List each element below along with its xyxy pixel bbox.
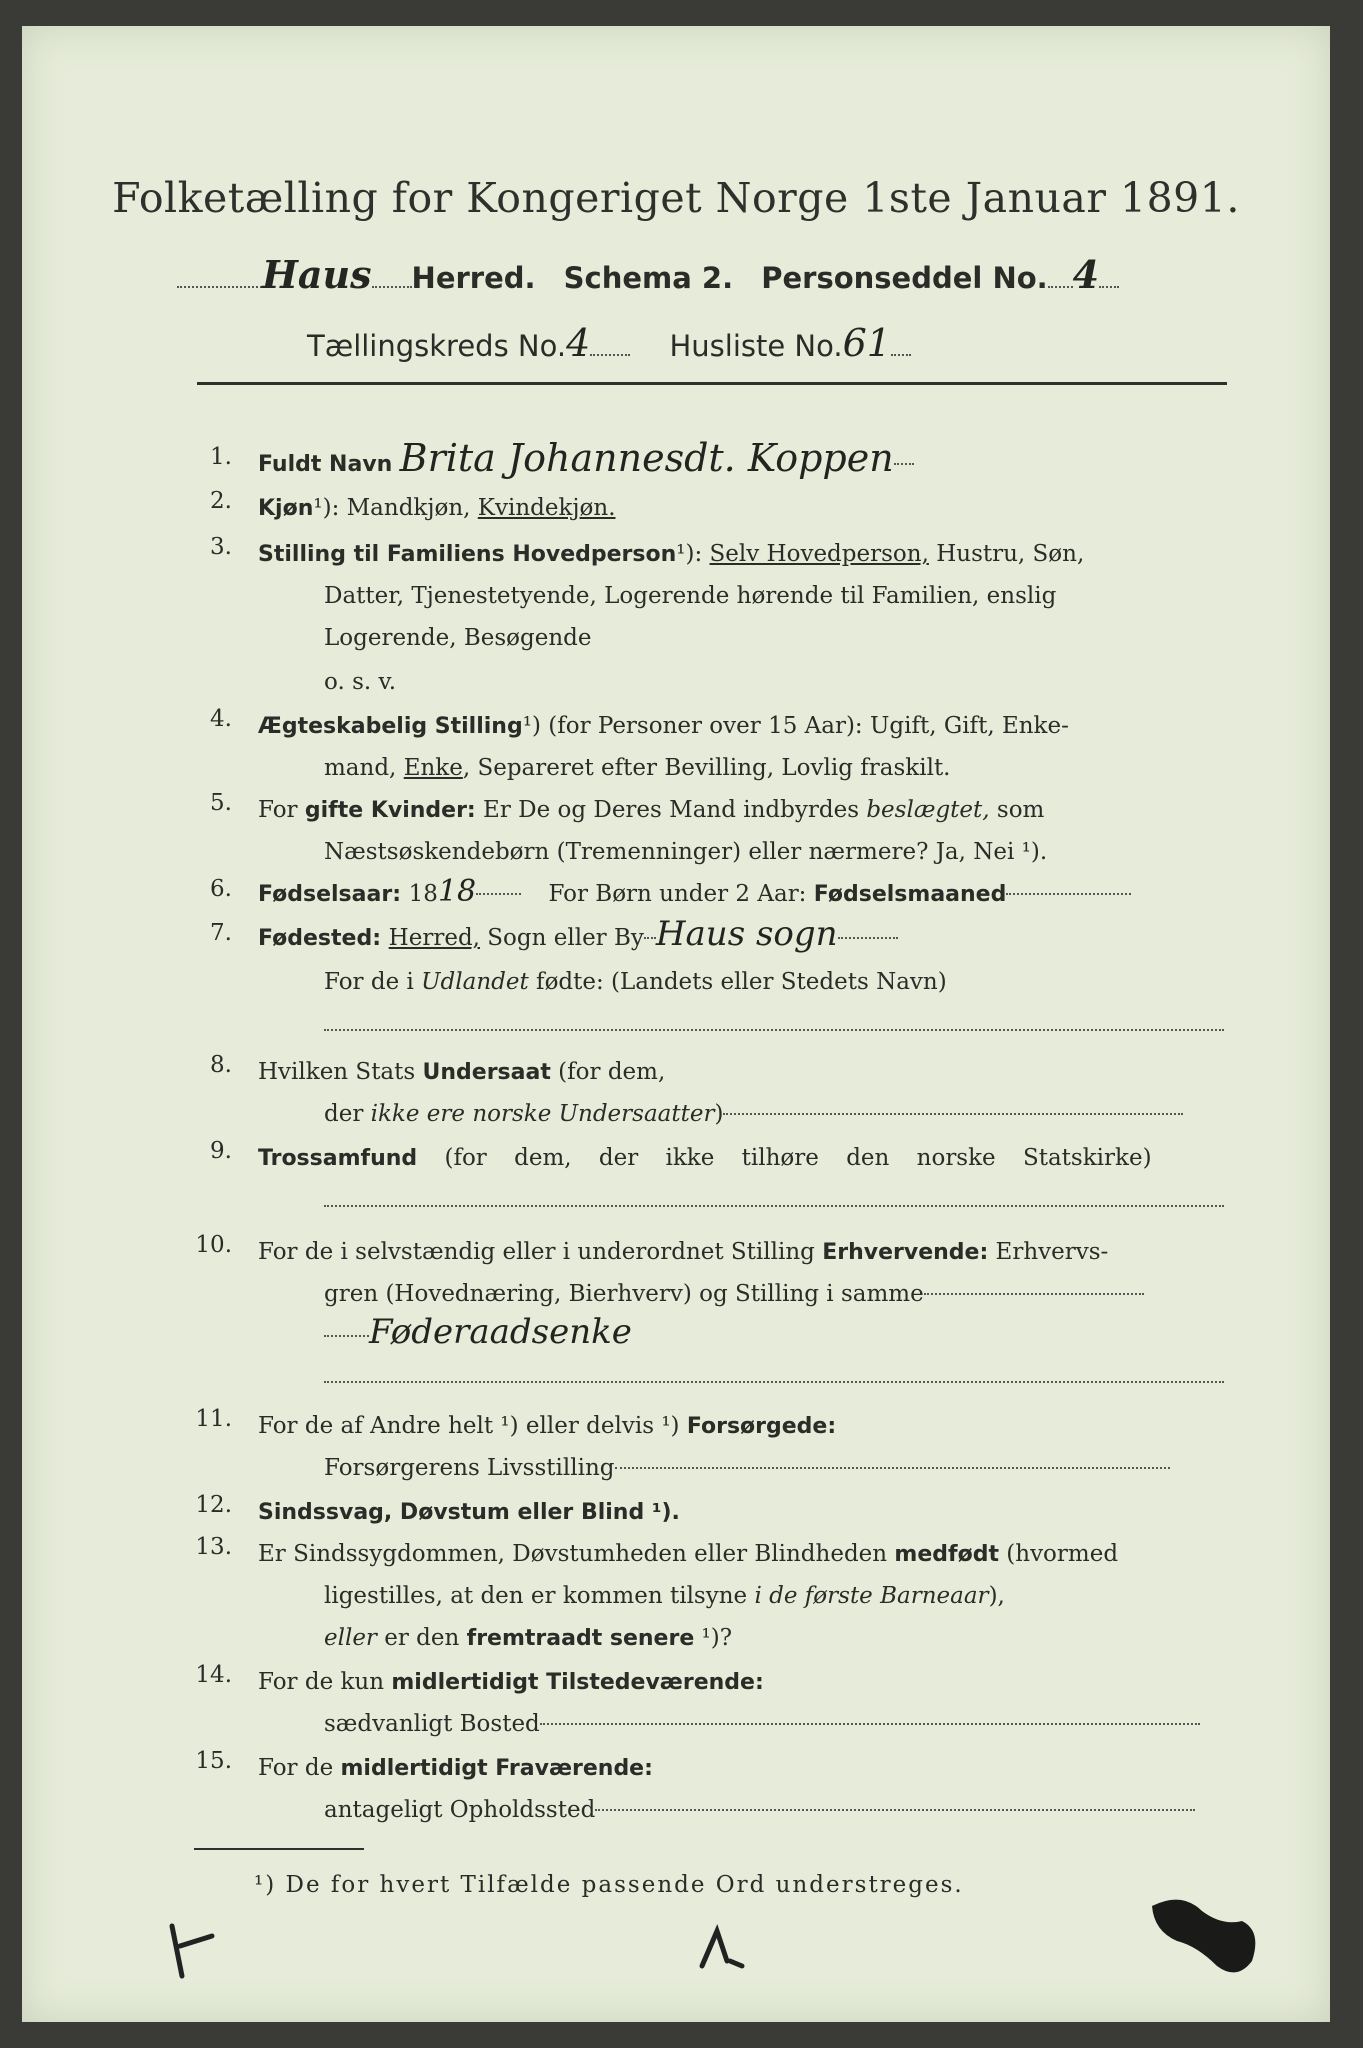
item-10-line2: gren (Hovednæring, Bierhverv) og Stilling i samme <box>324 1281 924 1307</box>
item-8-text-b: (for dem, <box>550 1059 666 1085</box>
item-5-text-a: Er De og Deres Mand indbyrdes <box>475 797 867 823</box>
item-13-line3-b: ¹)? <box>694 1625 733 1651</box>
item-14-number: 14. <box>195 1662 232 1688</box>
item-10-line-1 <box>258 1232 1108 1273</box>
item-13-line3-label: fremtraadt senere <box>466 1626 695 1651</box>
census-form-sheet <box>22 26 1330 2022</box>
item-13-line2-italic: i de første Barneaar <box>754 1583 989 1609</box>
kreds-handwritten: 4 <box>566 321 591 365</box>
item-13-line-2 <box>324 1576 1005 1616</box>
item-6-label: Fødselsaar: <box>258 882 409 907</box>
item-11-label: Forsørgede: <box>686 1414 837 1439</box>
item-5-text-b: som <box>989 797 1045 823</box>
taellingskreds-label: Tællingskreds No. <box>307 329 567 363</box>
item-5-label: gifte Kvinder: <box>304 798 476 823</box>
item-15-line-1 <box>258 1748 653 1789</box>
item-8-line2-italic: ikke ere norske Undersaatter <box>370 1101 715 1127</box>
item-10-number: 10. <box>195 1232 232 1258</box>
item-4-text-a: ¹) (for Personer over 15 Aar): Ugift, Gift, Enke- <box>522 713 1069 739</box>
item-3-line-3: Logerende, Besøgende <box>324 625 592 651</box>
header-rule <box>197 382 1227 385</box>
item-11-line-1 <box>258 1406 836 1447</box>
item-3-text-a: ¹): <box>676 541 710 567</box>
item-6 <box>258 872 1131 915</box>
item-15-line-2 <box>324 1790 1195 1830</box>
item-12-number: 12. <box>195 1492 232 1518</box>
personseddel-label: Personseddel No. <box>761 261 1048 295</box>
item-4-underlined: Enke <box>403 755 463 781</box>
item-3-line-2: Datter, Tjenestetyende, Logerende hørende til Familien, enslig <box>324 583 1057 609</box>
item-5-line-2: Næstsøskendebørn (Tremenninger) eller nærmere? Ja, Nei ¹). <box>324 839 1048 865</box>
item-10-label: Erhvervende: <box>822 1240 989 1265</box>
item-15-text-a: For de <box>258 1755 341 1781</box>
item-13-text-b: (hvormed <box>998 1541 1119 1567</box>
item-5-italic: beslægtet, <box>866 797 990 823</box>
husliste-label: Husliste No. <box>669 329 843 363</box>
personseddel-handwritten: 4 <box>1072 252 1100 297</box>
header-line-herred <box>177 252 1227 297</box>
item-7-text-a: Sogn eller By <box>479 925 644 951</box>
item-11-line2: Forsørgerens Livsstilling <box>324 1455 615 1481</box>
item-13-text-a: Er Sindssygdommen, Døvstumheden eller Blindheden <box>258 1541 895 1567</box>
item-3-underlined: Selv Hovedperson, <box>709 541 929 567</box>
item-13-line2-b: ), <box>988 1583 1005 1609</box>
item-14-line-1 <box>258 1662 764 1703</box>
item-8-line2-b: ) <box>714 1101 724 1127</box>
header-line-kreds <box>307 321 911 365</box>
item-12 <box>258 1492 680 1533</box>
item-14-line-2 <box>324 1704 1200 1744</box>
item-10-answer: Føderaadsenke <box>369 1312 632 1352</box>
item-4-line-2 <box>324 748 951 788</box>
item-11-number: 11. <box>195 1406 232 1432</box>
item-8-label: Undersaat <box>422 1060 551 1085</box>
item-7-underlined: Herred, <box>388 925 480 951</box>
item-14-text-a: For de kun <box>258 1669 392 1695</box>
ink-blot-right-icon <box>1142 1886 1272 1996</box>
item-13-line-1 <box>258 1534 1118 1575</box>
schema-label: Schema 2. <box>563 261 734 295</box>
item-3-text-b: Hustru, Søn, <box>928 541 1085 567</box>
item-1-number: 1. <box>210 444 232 470</box>
form-title: Folketælling for Kongeriget Norge 1ste Januar 1891. <box>112 174 1240 222</box>
item-6-text-b: For Børn under 2 Aar: <box>548 881 814 907</box>
item-7-number: 7. <box>210 920 232 946</box>
item-11-line-2 <box>324 1448 1170 1488</box>
husliste-handwritten: 61 <box>842 321 891 365</box>
item-2-underlined: Kvindekjøn. <box>477 495 616 521</box>
item-13-number: 13. <box>195 1534 232 1560</box>
item-8-number: 8. <box>210 1052 232 1078</box>
item-9-line-1 <box>258 1138 1226 1179</box>
item-3-line-1 <box>258 534 1084 575</box>
item-11-text-a: For de af Andre helt ¹) eller delvis ¹) <box>258 1413 687 1439</box>
item-7-answer: Haus sogn <box>655 914 838 954</box>
item-4-line-1 <box>258 706 1069 747</box>
item-6-number: 6. <box>210 876 232 902</box>
item-13-label: medfødt <box>894 1542 999 1567</box>
item-15-label: midlertidigt Fraværende: <box>340 1756 653 1781</box>
item-7-line2-b: fødte: (Landets eller Stedets Navn) <box>528 969 947 995</box>
item-7-label: Fødested: <box>258 926 389 951</box>
item-8-line-1 <box>258 1052 665 1093</box>
item-10-line-3 <box>324 1312 632 1356</box>
item-7-line2-italic: Udlandet <box>421 969 529 995</box>
item-8-line2-a: der <box>324 1101 371 1127</box>
item-9-label: Trossamfund <box>258 1146 418 1171</box>
item-7-line-2 <box>324 962 947 1002</box>
item-6-year-handwritten: 18 <box>437 874 477 909</box>
item-2-label: Kjøn <box>258 496 314 521</box>
item-2-text-a: ¹): Mandkjøn, <box>313 495 478 521</box>
item-2-number: 2. <box>210 488 232 514</box>
item-3-number: 3. <box>210 534 232 560</box>
item-9-number: 9. <box>210 1138 232 1164</box>
item-9-line-2 <box>324 1186 1224 1226</box>
item-10-text-b: Erhvervs- <box>988 1239 1109 1265</box>
herred-label: Herred. <box>411 261 536 295</box>
item-6-year-prefix: 18 <box>408 881 438 907</box>
item-1-label: Fuldt Navn <box>258 452 393 477</box>
item-13-line-3 <box>324 1618 732 1659</box>
item-12-label: Sindssvag, Døvstum eller Blind ¹). <box>258 1500 680 1525</box>
item-14-line2: sædvanligt Bosted <box>324 1711 540 1737</box>
ink-mark-center-icon <box>682 1916 772 1986</box>
item-13-line3-a: er den <box>376 1625 467 1651</box>
item-1 <box>258 438 914 485</box>
item-3-line-4: o. s. v. <box>324 669 397 695</box>
item-1-answer: Brita Johannesdt. Koppen <box>399 436 894 480</box>
item-13-line3-italic: eller <box>324 1625 377 1651</box>
item-5-number: 5. <box>210 790 232 816</box>
item-4-line2-b: , Separeret efter Bevilling, Lovlig fraskilt. <box>462 755 951 781</box>
item-10-line-2 <box>324 1274 1144 1314</box>
item-15-line2: antageligt Opholdssted <box>324 1797 596 1823</box>
herred-handwritten: Haus <box>262 252 372 297</box>
item-6-label-b: Fødselsmaaned <box>813 882 1007 907</box>
item-5-text-pre: For <box>258 797 305 823</box>
item-8-text-a: Hvilken Stats <box>258 1059 423 1085</box>
footnote: ¹) De for hvert Tilfælde passende Ord understreges. <box>254 1872 964 1898</box>
item-8-line-2 <box>324 1094 1183 1134</box>
item-15-number: 15. <box>195 1748 232 1774</box>
item-7-line-1 <box>258 914 898 959</box>
item-13-line2-a: ligestilles, at den er kommen tilsyne <box>324 1583 755 1609</box>
item-2 <box>258 488 616 529</box>
item-3-label: Stilling til Familiens Hovedperson <box>258 542 677 567</box>
item-10-text-a: For de i selvstændig eller i underordnet Stilling <box>258 1239 823 1265</box>
item-9-text-a: (for dem, der ikke tilhøre den norske Statskirke) <box>417 1145 1152 1171</box>
item-10-line-4 <box>324 1362 1224 1402</box>
item-4-line2-a: mand, <box>324 755 404 781</box>
item-5-line-1 <box>258 790 1044 831</box>
item-14-label: midlertidigt Tilstedeværende: <box>391 1670 764 1695</box>
item-4-number: 4. <box>210 706 232 732</box>
footnote-rule <box>194 1848 364 1850</box>
ink-mark-left-icon <box>152 1916 242 1996</box>
item-4-label: Ægteskabelig Stilling <box>258 714 523 739</box>
item-7-line2-a: For de i <box>324 969 422 995</box>
item-7-line-3 <box>324 1010 1224 1050</box>
